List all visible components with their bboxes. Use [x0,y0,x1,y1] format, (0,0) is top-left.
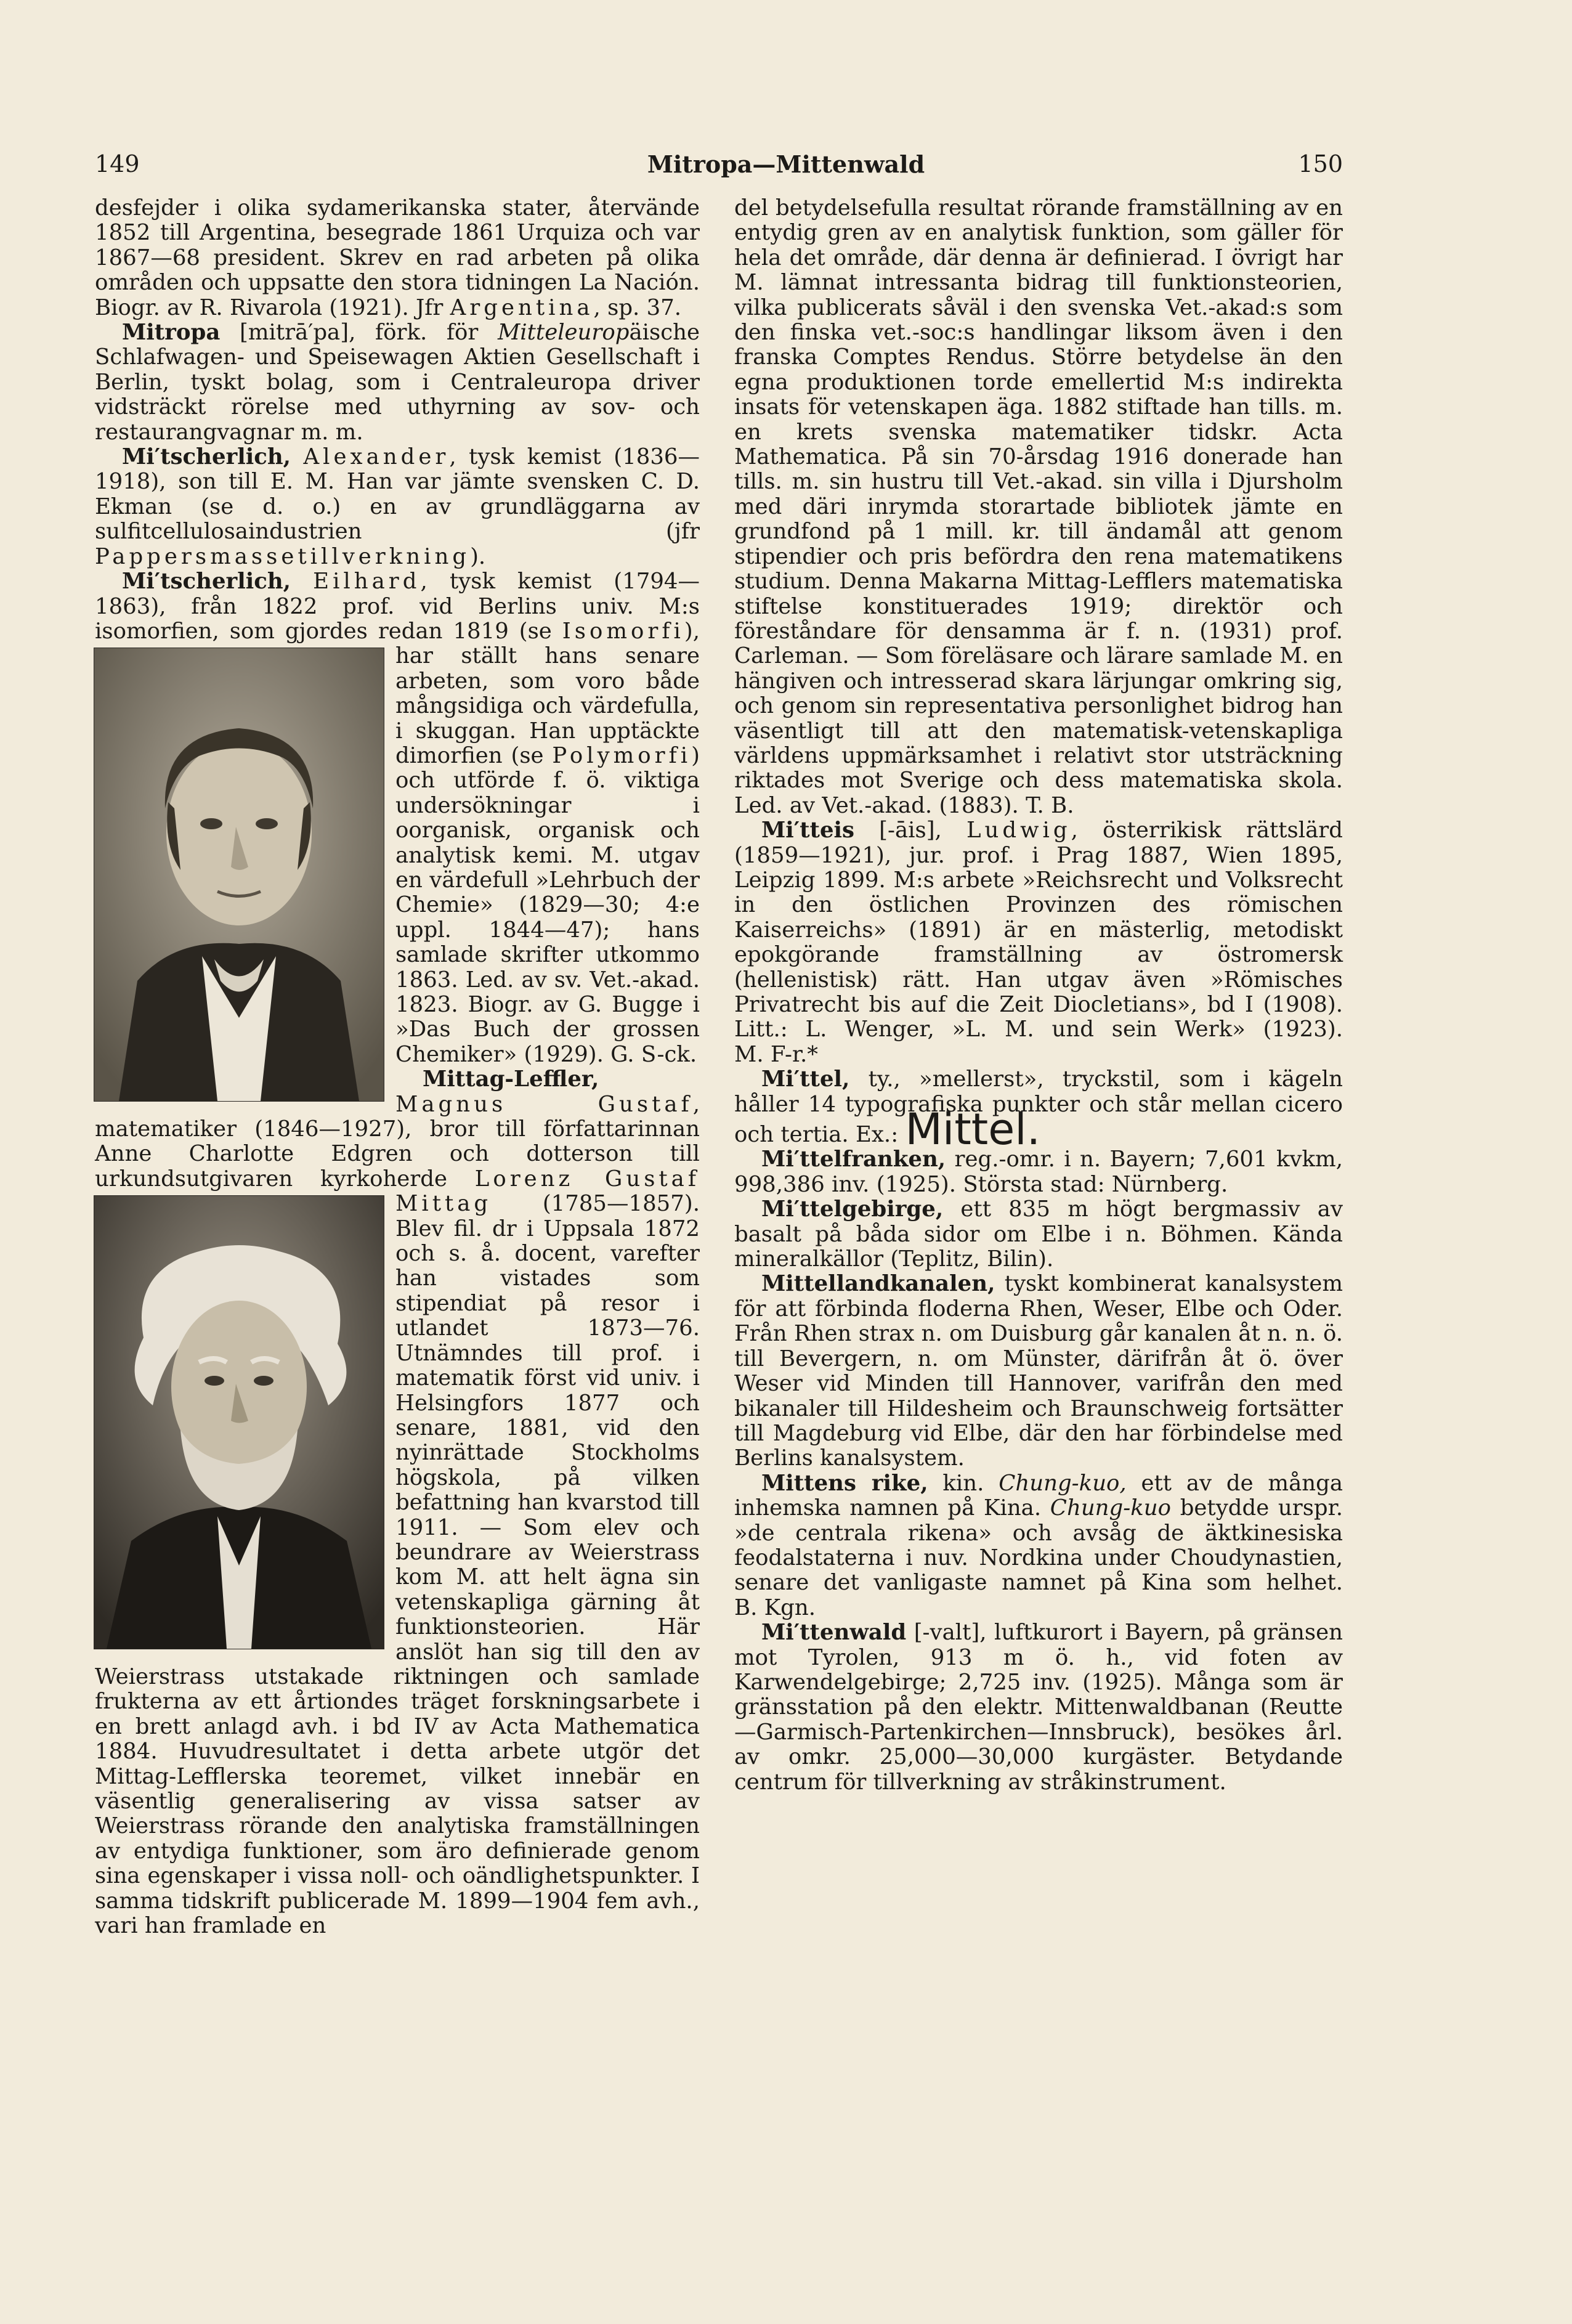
author-signature: G. S-ck. [610,1041,697,1067]
entry-mittenwald: Mi′ttenwald [-valt], luftkurort i Bayern, på gränsen mot Tyrolen, 913 m ö. h., vid foten av Karwendelgebirge; 2,725 inv. (1925). Många som är gränsstation på den elektr. Mittenwaldbanan (Reutte—Garmisch-Partenkirchen—Innsbruck), besökes årl. av omkr. 25,000—30,000 kurgäster. Betydande centrum för tillverkning av stråkinstrument. [734,1620,1343,1795]
headword: Mittens rike, [761,1470,928,1496]
entry-mitropa: Mitropa [mitrā′pa], förk. för Mitteleuropäische Schlafwagen- und Speisewagen Aktien Gesellschaft i Berlin, tyskt bolag, som i Centraleuropa driver vidsträckt rörelse med uthyrning av sov- och restaurangvagnar m. m. [95,320,700,445]
entry-mittellandkanalen: Mittellandkanalen, tyskt kombinerat kanalsystem för att förbinda floderna Rhen, Weser, Elbe och Oder. Från Rhen strax n. om Duisburg går kanalen åt n. n. ö. till Bevergern, n. om Münster, därifrån åt ö. över Weser vid Minden till Hannover, varifrån den med bikanaler till Hildesheim och Braunschweig fortsätter till Magdeburg vid Elbe, där den har förbindelse med Berlins kanalsystem. [734,1271,1343,1471]
headword: Mi′ttenwald [761,1620,907,1646]
portrait-photo [94,1196,384,1649]
right-page-number: 150 [1298,150,1343,177]
author-signature: T. B. [1026,792,1074,818]
headword: Mi′ttelgebirge, [761,1197,944,1222]
entry-mitteis: Mi′tteis [-āis], Ludwig, österrikisk rättslärd (1859—1921), jur. prof. i Prag 1887, Wien 1895, Leipzig 1899. M:s arbete »Reichsrecht und Volksrecht in den östlichen Provinzen des römischen Kaiserreichs» (1891) är en mästerlig, metodiskt epokgörande framställning av östromersk (hellenistisk) rätt. Han utgav även »Römisches Privatrecht bis auf die Zeit Diocletians», bd I (1908). Litt.: L. Wenger, »L. M. und sein Werk» (1923). M. F-r.* [734,818,1343,1067]
headword: Mi′ttel, [761,1067,850,1092]
headword: Mi′tscherlich, [122,569,291,595]
portrait-engraving [94,648,384,1101]
portrait-mittag-leffler [94,1195,384,1649]
entry-mittens-rike: Mittens rike, kin. Chung-kuo, ett av de många inhemska namnen på Kina. Chung-kuo betydde urspr. »de centrala rikena» och avsåg de äktkinesiska feodalstaterna i nuv. Nordkina under Choudynastien, senare det vanligaste namnet på Kina som helhet. B. Kgn. [734,1470,1343,1620]
author-signature: B. Kgn. [734,1595,816,1620]
entry-mittelfranken: Mi′ttelfranken, reg.-omr. i n. Bayern; 7,601 kvkm, 998,386 inv. (1925). Största stad: Nürnberg. [734,1147,1343,1197]
left-page-number: 149 [95,150,140,177]
entry-mittag-leffler: Mittag-Leffler, Magnus Gustaf, matematiker (1846—1927), bror till författarinnan Anne Charlotte Edgren och dotterson till urkundsutgivaren kyrkoherde Lorenz Gustaf Mittag (1785—1857). Blev fil. dr i Uppsala 1872 och s. å. docent, varefter han vistades som stipendiat på resor i utlandet 1873—76. Utnämndes till prof. i matematik först vid univ. i Helsingfors 1877 och senare, 1881, vid den nyinrättade Stockholms högskola, på vilken befattning han kvarstod till 1911. — Som elev och beundrare av Weierstrass kom M. att helt ägna sin vetenskapliga gärning åt funktionsteorien. Här anslöt han sig till den av Weierstrass utstakade riktningen och samlade frukterna av ett årtiondes träget forskningsarbete i en brett anlagd avh. i bd IV av Acta Mathematica 1884. Huvudresultatet i detta arbete utgör det Mittag-Lefflerska teoremet, vilket innebär en väsentlig generalisering av vissa satser av Weierstrass rörande den analytiska framställningen av entydiga funktioner, som äro definierade genom sina egenskaper i vissa noll- och oändlighetspunkter. I samma tidskrift publicerade M. 1899—1904 fem avh., vari han framlade en [95,1067,700,1939]
portrait-mitscherlich [94,648,384,1102]
type-sample: Mittel. [905,1104,1040,1155]
headword: Mittag-Leffler, [423,1067,599,1092]
headword: Mitropa [122,320,221,346]
entry-mitscherlich-alexander: Mi′tscherlich, Alexander, tysk kemist (1836—1918), son till E. M. Han var jämte svensken C. D. Ekman (se d. o.) en av grundläggarna av sulfitcellulosaindustrien (jfr Pappersmassetillverkning). [95,444,700,569]
headword: Mi′tteis [761,818,854,843]
author-signature: M. F-r.* [734,1041,819,1067]
continued-entry-mittag-leffler: del betydelsefulla resultat rörande framställning av en entydig gren av en analytisk funktion, som gäller för hela det område, där denna är definierad. I övrigt har M. lämnat intressanta bidrag till funktionsteorien, vilka publicerats såväl i den svenska Vet.-akad:s som den finska vet.-soc:s handlingar liksom även i den franska Comptes Rendus. Större betydelse än den egna produktionen torde emellertid M:s indirekta insats för vetenskapen äga. 1882 stiftade han tills. m. en krets svenska matematiker tidskr. Acta Mathematica. På sin 70-årsdag 1916 donerade han tills. m. sin hustru till Vet.-akad. sin villa i Djursholm med däri inrymda storartade bibliotek jämte en grundfond på 1 mill. kr. till ändamål att genom stipendier och pris befördra den rena matematikens studium. Denna Makarna Mittag-Lefflers matematiska stiftelse konstituerades 1919; direktör och föreståndare för densamma är f. n. (1931) prof. Carleman. — Som föreläsare och lärare samlade M. en hängiven och intresserad skara lärjungar omkring sig, och genom sin representativa personlighet bidrog han väsentligt till att den matematisk-vetenskapliga världens uppmärksamhet i relativt stor utsträckning riktades mot Sverige och dess matematiska skola. Led. av Vet.-akad. (1883). T. B. [734,195,1343,818]
entry-mittel: Mi′ttel, ty., »mellerst», tryckstil, som i kägeln håller 14 typografiska punkter och står mellan cicero och tertia. Ex.: Mittel. [734,1067,1343,1155]
entry-mitscherlich-eilhard: Mi′tscherlich, Eilhard, tysk kemist (1794—1863), från 1822 prof. vid Berlins univ. M:s isomorfien, som gjordes redan 1819 (se Isomorfi ), har ställt hans senare arbeten, som voro både mångsidiga och värdefulla, i skuggan. Han upptäckte dimorfien (se Polymorfi) och utförde f. ö. viktiga undersökningar i oorganisk, organisk och analytisk kemi. M. utgav en värdefull »Lehrbuch der Chemie» (1829—30; 4:e uppl. 1844—47); hans samlade skrifter utkommo 1863. Led. av sv. Vet.-akad. 1823. Biogr. av G. Bugge i »Das Buch der grossen Chemiker» (1929). G. S-ck. [95,569,700,1067]
running-head: Mitropa—Mittenwald [647,150,925,178]
headword: Mi′ttelfranken, [761,1147,946,1172]
headword: Mi′tscherlich, [122,444,291,470]
left-column [95,196,700,1938]
entry-mittelgebirge: Mi′ttelgebirge, ett 835 m högt bergmassiv av basalt på båda sidor om Elbe i n. Böhmen. Kända mineralkällor (Teplitz, Bilin). [734,1197,1343,1272]
page-header [0,150,1572,187]
headword: Mittellandkanalen, [761,1271,995,1297]
right-column [734,196,1343,1795]
continued-entry: desfejder i olika sydamerikanska stater, återvände 1852 till Argentina, besegrade 1861 Urquiza och var 1867—68 president. Skrev en rad arbeten på olika områden och uppsatte den stora tidningen La Nación. Biogr. av R. Rivarola (1921). Jfr Argentina, sp. 37. [95,195,700,320]
